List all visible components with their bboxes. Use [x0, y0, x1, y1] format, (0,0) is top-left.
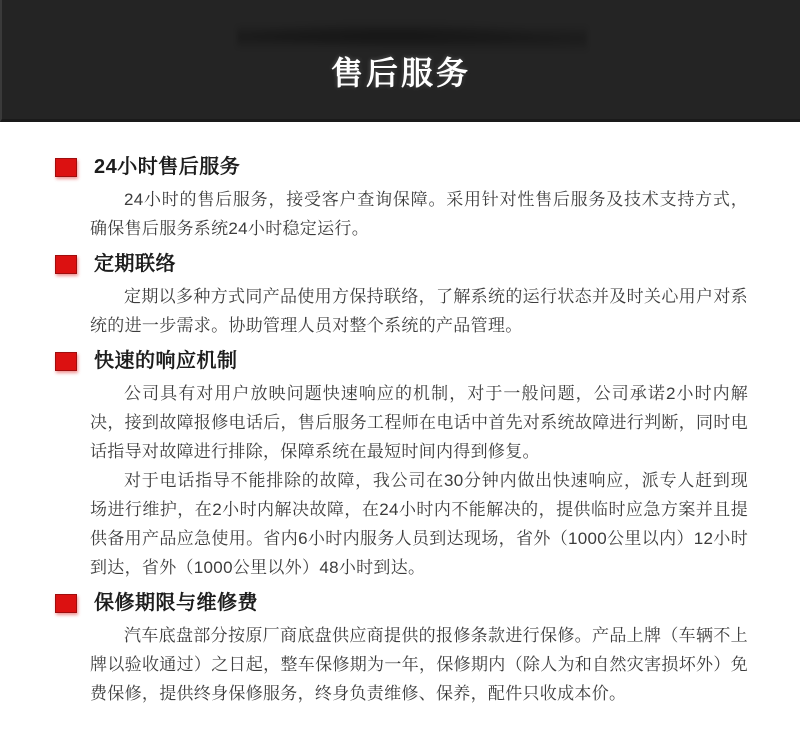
section-paragraph: 24小时的售后服务，接受客户查询保障。采用针对性售后服务及技术支持方式，确保售后服务系统24小时稳定运行。 [90, 190, 748, 238]
section-paragraph: 公司具有对用户放映问题快速响应的机制，对于一般问题，公司承诺2小时内解决，接到故障报修电话后，售后服务工程师在电话中首先对系统故障进行判断，同时电话指导对故障进行排除，保障系统在最短时间内得到修复。 [90, 384, 748, 461]
red-square-bullet-icon [55, 255, 77, 274]
section-heading: 24小时售后服务 [94, 156, 241, 178]
page-banner [0, 0, 800, 122]
section-paragraph: 定期以多种方式同产品使用方保持联络，了解系统的运行状态并及时关心用户对系统的进一步需求。协助管理人员对整个系统的产品管理。 [90, 287, 748, 335]
section-regular-contact [55, 253, 748, 276]
section-heading: 保修期限与维修费 [94, 592, 258, 614]
red-square-bullet-icon [55, 594, 77, 613]
section-heading: 快速的响应机制 [94, 350, 238, 372]
section-heading: 定期联络 [94, 253, 176, 275]
red-square-bullet-icon [55, 158, 77, 177]
red-square-bullet-icon [55, 352, 77, 371]
section-paragraph: 对于电话指导不能排除的故障，我公司在30分钟内做出快速响应，派专人赶到现场进行维护，在2小时内解决故障，在24小时内不能解决的，提供临时应急方案并且提供备用产品应急使用。省内6小时内服务人员到达现场，省外（1000公里以内）12小时到达，省外（1000公里以外）48小时到达。 [90, 471, 748, 577]
section-24h-service [55, 156, 748, 179]
section-rapid-response [55, 350, 748, 373]
section-paragraph: 汽车底盘部分按原厂商底盘供应商提供的报修条款进行保修。产品上牌（车辆不上牌以验收通过）之日起，整车保修期为一年，保修期内（除人为和自然灾害损坏外）免费保修，提供终身保修服务，终身负责维修、保养，配件只收成本价。 [90, 626, 748, 703]
after-sales-content [0, 122, 800, 708]
page-title: 售后服务 [330, 54, 471, 91]
section-warranty-fees [55, 592, 748, 615]
